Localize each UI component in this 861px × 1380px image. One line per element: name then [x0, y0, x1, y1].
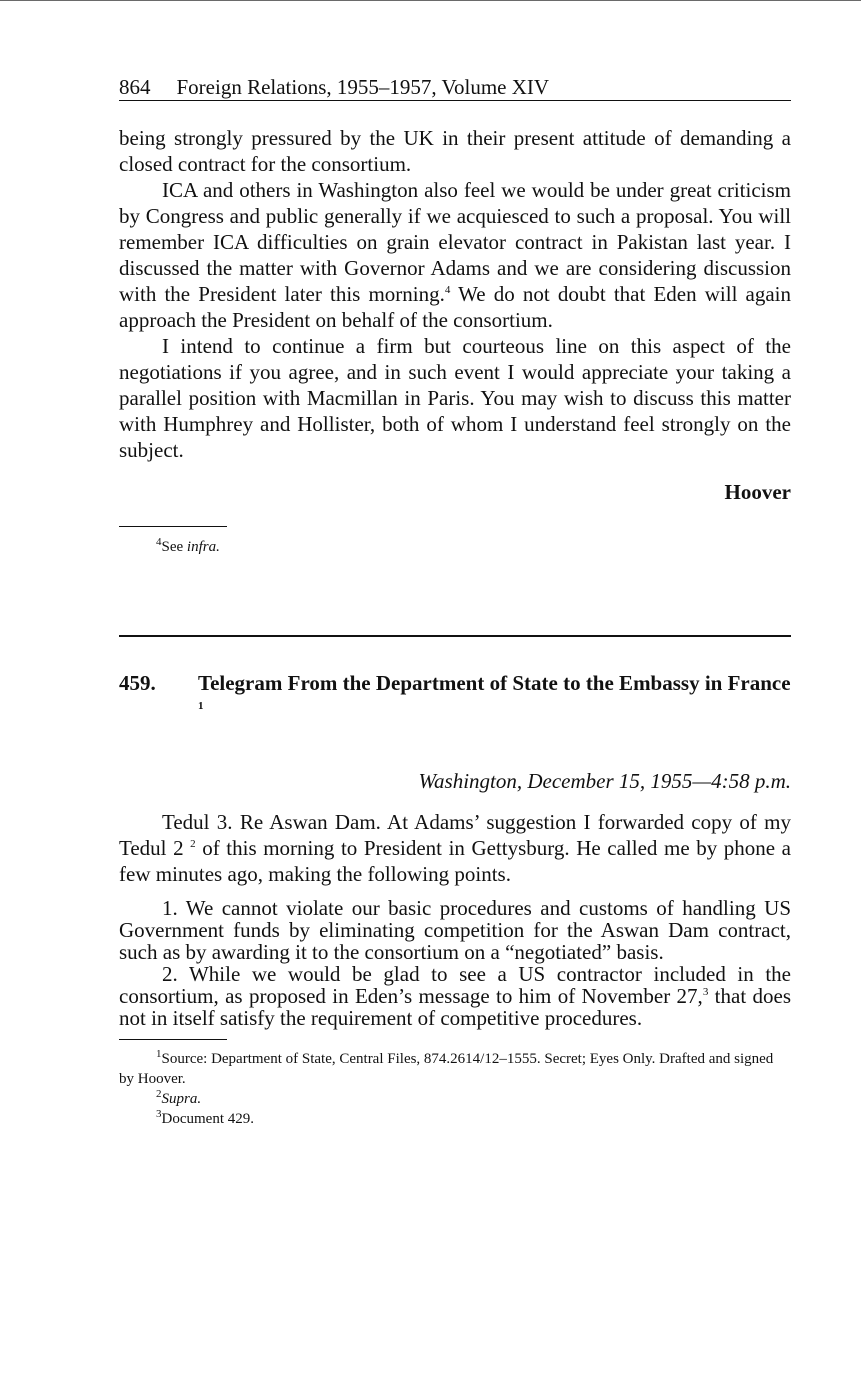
- body-paragraph: [119, 177, 791, 333]
- page-top-edge: [0, 0, 861, 1]
- page-number: 864: [119, 75, 151, 99]
- numbered-point: 1. We cannot violate our basic procedures and customs of handling US Government funds by eliminating competition for the Aswan Dam contract, such as by awarding it to the consortium on a “negotiated” basis.: [119, 896, 791, 964]
- footnote: $^1$Source: Department of State, Central Files, 874.2614/12–1555. Secret; Eyes Only. Drafted and signed by Hoover.: [119, 1048, 774, 1087]
- document-heading: [119, 670, 791, 724]
- footnote-reference: 1: [198, 700, 204, 712]
- document-number: 459.: [119, 671, 156, 695]
- numbered-point: 2. While we would be glad to see a US contractor included in the consortium, as proposed in Eden’s message to him of November 27,$^3$ that does not in itself satisfy the requirement of competitive procedures.: [119, 962, 792, 1030]
- footnote: $^4$See infra.: [156, 536, 220, 555]
- footnote-reference: 2: [190, 838, 196, 850]
- footnote: $^3$Document 429.: [156, 1108, 254, 1127]
- document-page: [119, 74, 791, 1129]
- footnote-reference: 3: [702, 986, 709, 998]
- signature: Hoover: [724, 480, 791, 504]
- body-paragraph: Tedul 3. Re Aswan Dam. At Adams’ suggestion I forwarded copy of my Tedul 2 $^2$ of this morning to President in Gettysburg. He called me by phone a few minutes ago, making the following points.: [119, 810, 791, 886]
- footnote: $^2$Supra.: [156, 1088, 202, 1107]
- volume-title: Foreign Relations, 1955–1957, Volume XIV: [176, 75, 550, 99]
- footnote-marker: 3: [156, 1108, 162, 1120]
- footnote-marker: 1: [156, 1048, 162, 1060]
- body-paragraph: I intend to continue a firm but courteous line on this aspect of the negotiations if you agree, and in such event I would appreciate your taking a parallel position with Macmillan in Paris. You may wish to discuss this matter with Humphrey and Hollister, both of whom I understand feel strongly on the subject.: [119, 334, 791, 462]
- paragraph-text: We do not doubt that Eden will again approach the President on behalf of the consortium.: [119, 282, 792, 332]
- footnote-reference: 4: [444, 284, 451, 296]
- paragraph-text: ICA and others in Washington also feel we would be under great criticism by Congress and public generally if we acquiesced to such a proposal. You will remember ICA difficulties on grain elevator contract in Pakistan last year. I discussed the matter with Governor Adams and we are considering discussion with the President later this morning.: [119, 178, 791, 306]
- document-title: Telegram From the Department of State to the Embassy in France $^1$: [198, 671, 791, 712]
- running-head: [119, 74, 791, 101]
- footnote-marker: 2: [156, 1088, 162, 1100]
- footnote-marker: 4: [156, 536, 162, 548]
- continued-paragraph: being strongly pressured by the UK in their present attitude of demanding a closed contract for the consortium.: [119, 126, 791, 176]
- dateline: Washington, December 15, 1955—4:58 p.m.: [418, 769, 791, 793]
- numbered-points: [119, 897, 791, 1029]
